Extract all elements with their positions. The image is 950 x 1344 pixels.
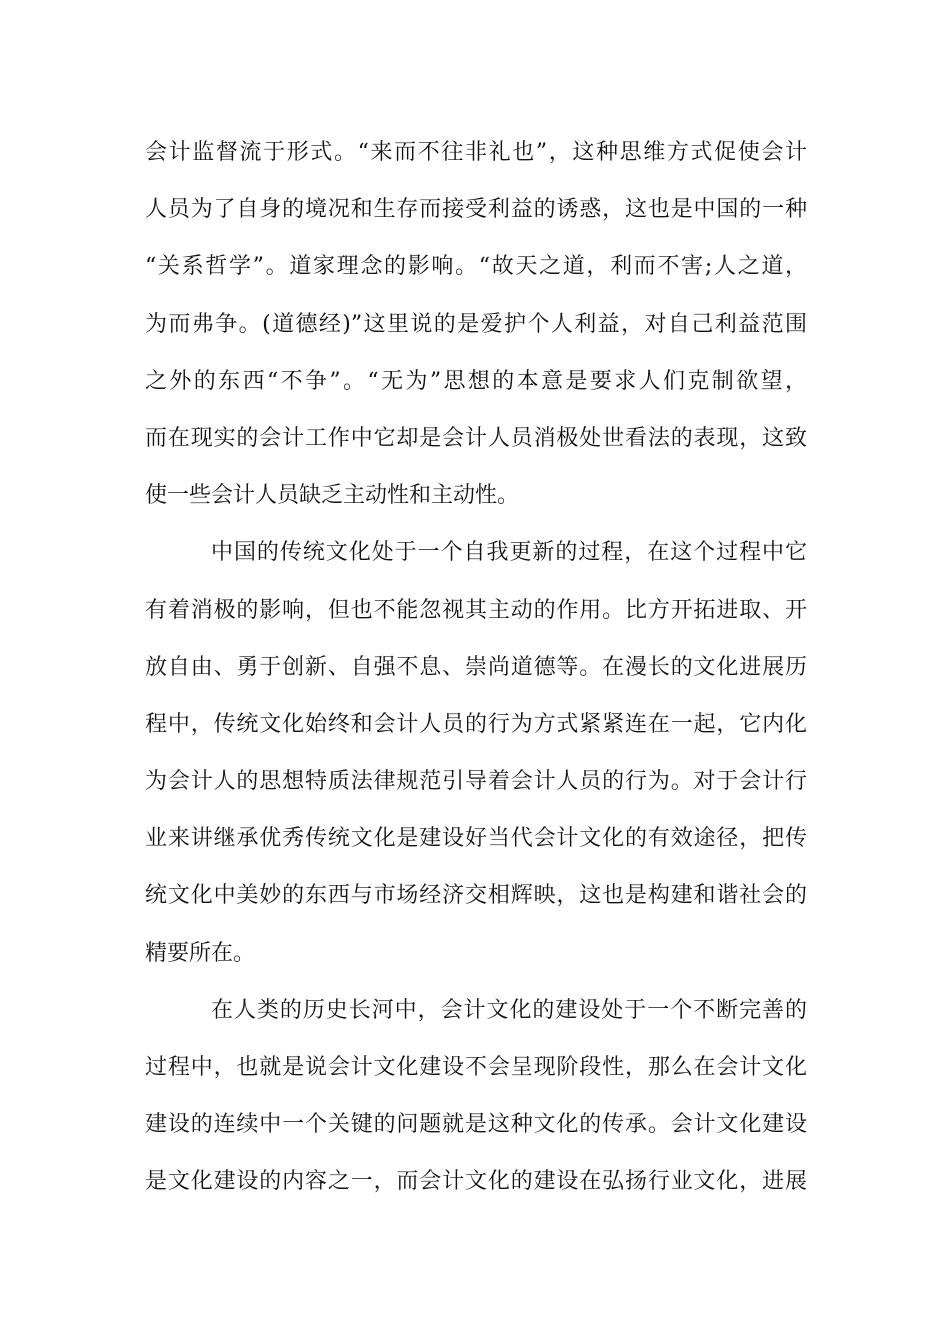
text-line: 精要所在。 (145, 940, 256, 966)
text-line: 过程中，也就是说会计文化建设不会呈现阶段性，那么在会计文化 (145, 1055, 807, 1080)
paragraph-1 (145, 131, 807, 531)
text-line: 而在现实的会计工作中它却是会计人员消极处世看法的表现，这致 (145, 425, 807, 451)
text-line: 放自由、勇于创新、自强不息、崇尚道德等。在漫长的文化进展历 (145, 654, 807, 680)
text-line: 有着消极的影响，但也不能忽视其主动的作用。比方开拓进取、开 (145, 597, 807, 623)
text-line: 在人类的历史长河中，会计文化的建设处于一个不断完善的 (211, 997, 807, 1023)
paragraph-3 (145, 989, 807, 1218)
text-line: 业来讲继承优秀传统文化是建设好当代会计文化的有效途径，把传 (145, 826, 807, 852)
text-line: 建设的连续中一个关键的问题就是这种文化的传承。会计文化建设 (145, 1112, 807, 1138)
text-line: 为而弗争。(道德经)”这里说的是爱护个人利益，对自己利益范围 (145, 311, 807, 337)
paragraph-2 (145, 531, 807, 989)
text-line: 统文化中美妙的东西与市场经济交相辉映，这也是构建和谐社会的 (145, 883, 807, 909)
text-line: 会计监督流于形式。“来而不往非礼也”，这种思维方式促使会计 (145, 140, 807, 165)
text-line: “关系哲学”。道家理念的影响。“故天之道，利而不害;人之道， (145, 254, 807, 280)
text-line: 人员为了自身的境况和生存而接受利益的诱惑，这也是中国的一种 (145, 197, 807, 223)
text-line: 中国的传统文化处于一个自我更新的过程，在这个过程中它 (211, 540, 807, 566)
text-line: 使一些会计人员缺乏主动性和主动性。 (145, 483, 520, 509)
body-text (145, 131, 807, 1218)
text-line: 是文化建设的内容之一，而会计文化的建设在弘扬行业文化，进展 (145, 1169, 807, 1195)
text-line: 之外的东西“不争”。“无为”思想的本意是要求人们克制欲望， (145, 368, 807, 394)
text-line: 程中，传统文化始终和会计人员的行为方式紧紧连在一起，它内化 (145, 711, 807, 737)
text-line: 为会计人的思想特质法律规范引导着会计人员的行为。对于会计行 (145, 769, 807, 795)
